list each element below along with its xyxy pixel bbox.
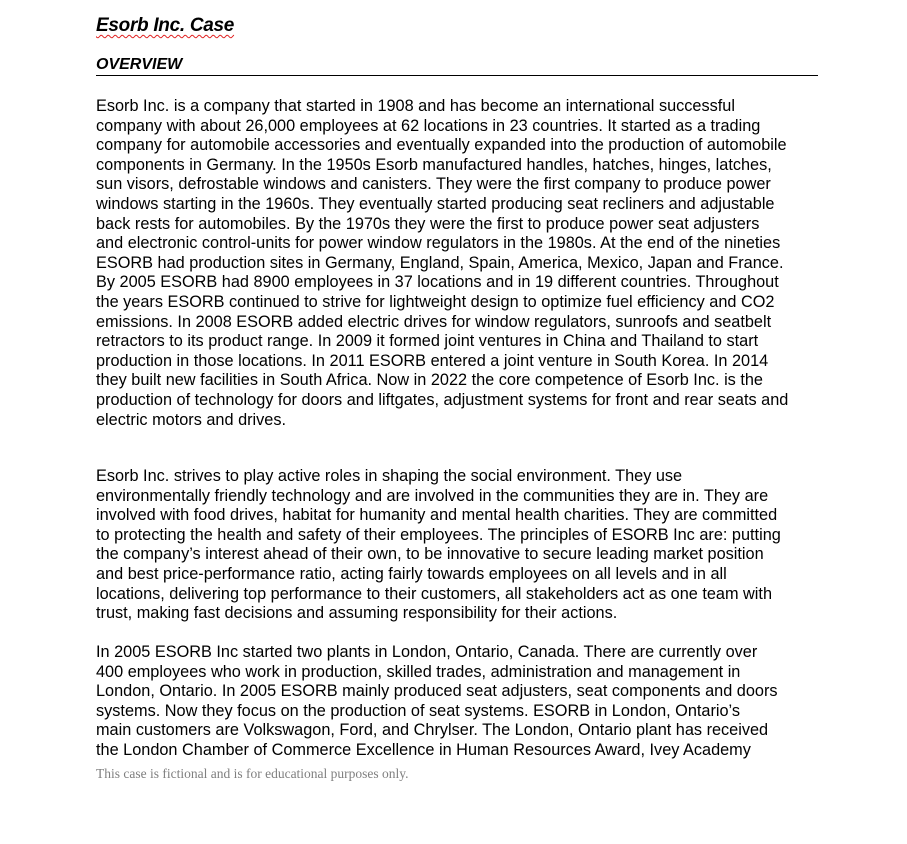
text-line: the London Chamber of Commerce Excellence in Human Resources Award, Ivey Academy: [96, 740, 751, 759]
text-line: emissions. In 2008 ESORB added electric drives for window regulators, sunroofs and seatbelt: [96, 312, 772, 331]
document-title: [96, 15, 234, 37]
text-line: sun visors, defrostable windows and canisters. They were the first company to produce power: [96, 175, 771, 194]
text-line: they built new facilities in South Africa. Now in 2022 the core competence of Esorb Inc. is the: [96, 371, 763, 390]
text-line: trust, making fast decisions and assuming responsibility for their actions.: [96, 604, 618, 623]
text-line: environmentally friendly technology and are involved in the communities they are in. They are: [96, 486, 769, 505]
text-line: components in Germany. In the 1950s Esorb manufactured handles, hatches, hinges, latches,: [96, 155, 772, 174]
text-line: In 2005 ESORB Inc started two plants in London, Ontario, Canada. There are currently over: [96, 643, 758, 661]
text-line: main customers are Volkswagon, Ford, and Chrylser. The London, Ontario plant has received: [96, 721, 769, 740]
paragraph-london-plants: [96, 643, 826, 761]
text-line: windows starting in the 1960s. They eventually started producing seat recliners and adjustable: [96, 194, 775, 213]
text-line: production in those locations. In 2011 ESORB entered a joint venture in South Korea. In 2014: [96, 351, 769, 370]
text-line: and electronic control-units for power window regulators in the 1980s. At the end of the nineties: [96, 234, 781, 253]
text-line: the years ESORB continued to strive for lightweight design to optimize fuel efficiency and CO2: [96, 292, 775, 311]
text-line: London, Ontario. In 2005 ESORB mainly produced seat adjusters, seat components and doors: [96, 682, 778, 701]
paragraph-social-role: [96, 467, 826, 624]
text-line: locations, delivering top performance to their customers, all stakeholders act as one team with: [96, 584, 773, 603]
text-line: company for automobile accessories and eventually expanded into the production of automobile: [96, 136, 787, 155]
footer-disclaimer: This case is fictional and is for educational purposes only.: [96, 766, 409, 781]
section-heading-overview: OVERVIEW: [96, 56, 818, 76]
text-line: Esorb Inc. strives to play active roles in shaping the social environment. They use: [96, 467, 683, 485]
text-line: and best price-performance ratio, acting fairly towards employees on all levels and in all: [96, 564, 727, 583]
text-line: By 2005 ESORB had 8900 employees in 37 locations and in 19 different countries. Throughout: [96, 273, 779, 292]
text-line: the company’s interest ahead of their own, to be innovative to secure leading market position: [96, 545, 764, 564]
text-line: Esorb Inc. is a company that started in 1908 and has become an international successful: [96, 97, 735, 115]
text-line: involved with food drives, habitat for humanity and mental health charities. They are committed: [96, 506, 778, 525]
text-line: company with about 26,000 employees at 62 locations in 23 countries. It started as a trading: [96, 116, 761, 135]
paragraph-company-history: [96, 97, 826, 430]
text-line: ESORB had production sites in Germany, England, Spain, America, Mexico, Japan and France.: [96, 253, 784, 272]
text-line: 400 employees who work in production, skilled trades, administration and management in: [96, 662, 741, 681]
text-line: retractors to its product range. In 2009 it formed joint ventures in China and Thailand to start: [96, 332, 759, 351]
text-line: systems. Now they focus on the production of seat systems. ESORB in London, Ontario’s: [96, 701, 741, 720]
text-line: electric motors and drives.: [96, 410, 287, 429]
text-line: to protecting the health and safety of their employees. The principles of ESORB Inc are: putting: [96, 525, 781, 544]
title-text: Esorb Inc. Case: [96, 15, 235, 36]
text-line: back rests for automobiles. By the 1970s they were the first to produce power seat adjusters: [96, 214, 760, 233]
text-line: production of technology for doors and liftgates, adjustment systems for front and rear seats and: [96, 390, 789, 409]
